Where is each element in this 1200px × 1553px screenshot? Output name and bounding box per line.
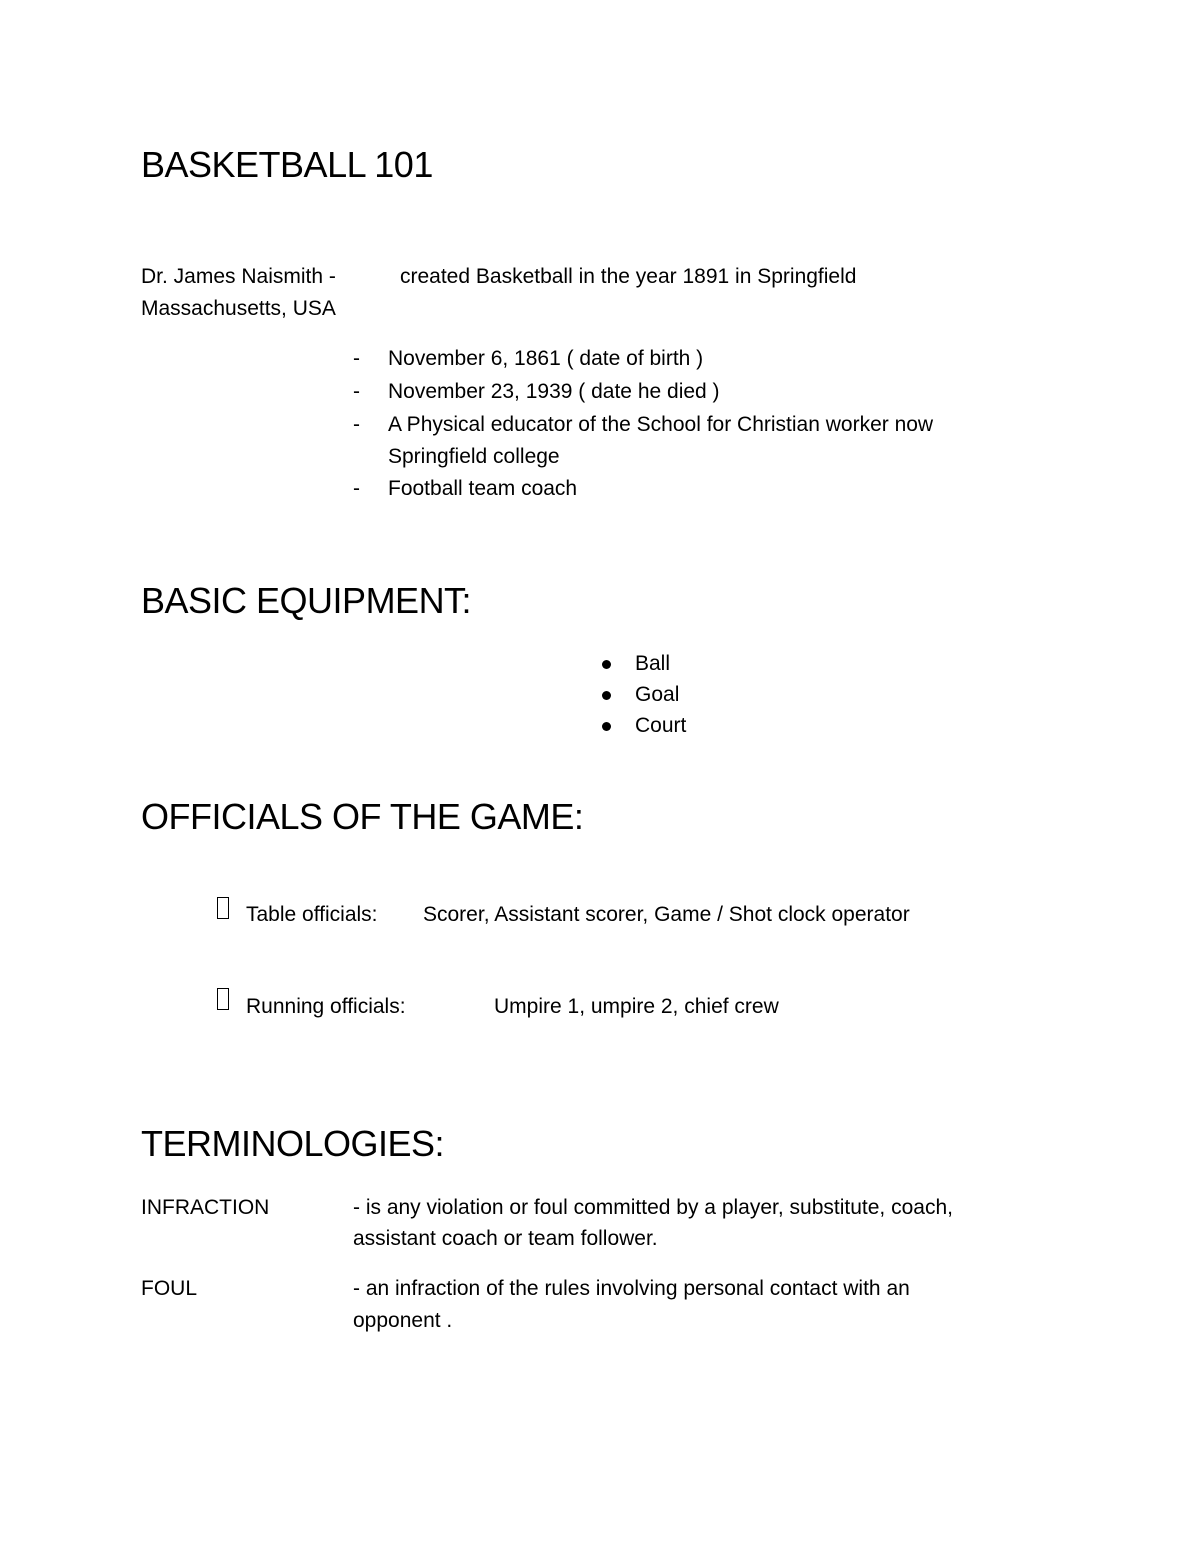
dash-marker: - [353,380,360,403]
bullet-icon [602,660,611,669]
inventor-description: created Basketball in the year 1891 in Springfield [400,265,857,288]
inventor-location: Massachusetts, USA [141,297,336,320]
bullet-icon [602,691,611,700]
fact-coach: Football team coach [388,477,578,500]
dash-marker: - [353,413,360,436]
fact-birth: November 6, 1861 ( date of birth ) [388,347,704,370]
inventor-name: Dr. James Naismith - [141,265,336,288]
term-infraction-definition: - is any violation or foul committed by a player, substitute, coach, [353,1196,953,1219]
table-officials-label: Table officials: [246,903,378,926]
term-foul-definition: - an infraction of the rules involving personal contact with an [353,1277,910,1300]
fact-educator-cont: Springfield college [388,445,560,468]
bullet-icon [602,722,611,731]
officials-heading: OFFICIALS OF THE GAME: [141,796,584,837]
fact-educator: A Physical educator of the School for Christian worker now [388,413,934,436]
equipment-item-goal: Goal [635,683,680,706]
term-foul: FOUL [141,1277,198,1300]
equipment-heading: BASIC EQUIPMENT: [141,580,472,621]
fact-death: November 23, 1939 ( date he died ) [388,380,720,403]
page-title: BASKETBALL 101 [141,144,433,185]
running-officials-label: Running officials: [246,995,406,1018]
dash-marker: - [353,477,360,500]
checkbox-bullet-icon [217,988,229,1010]
term-infraction-definition-cont: assistant coach or team follower. [353,1227,658,1250]
terminologies-heading: TERMINOLOGIES: [141,1123,445,1164]
equipment-item-court: Court [635,714,687,737]
table-officials-value: Scorer, Assistant scorer, Game / Shot clock operator [423,903,910,926]
checkbox-bullet-icon [217,897,229,919]
term-foul-definition-cont: opponent . [353,1309,453,1332]
dash-marker: - [353,347,360,370]
equipment-item-ball: Ball [635,652,671,675]
running-officials-value: Umpire 1, umpire 2, chief crew [494,995,779,1018]
term-infraction: INFRACTION [141,1196,270,1219]
